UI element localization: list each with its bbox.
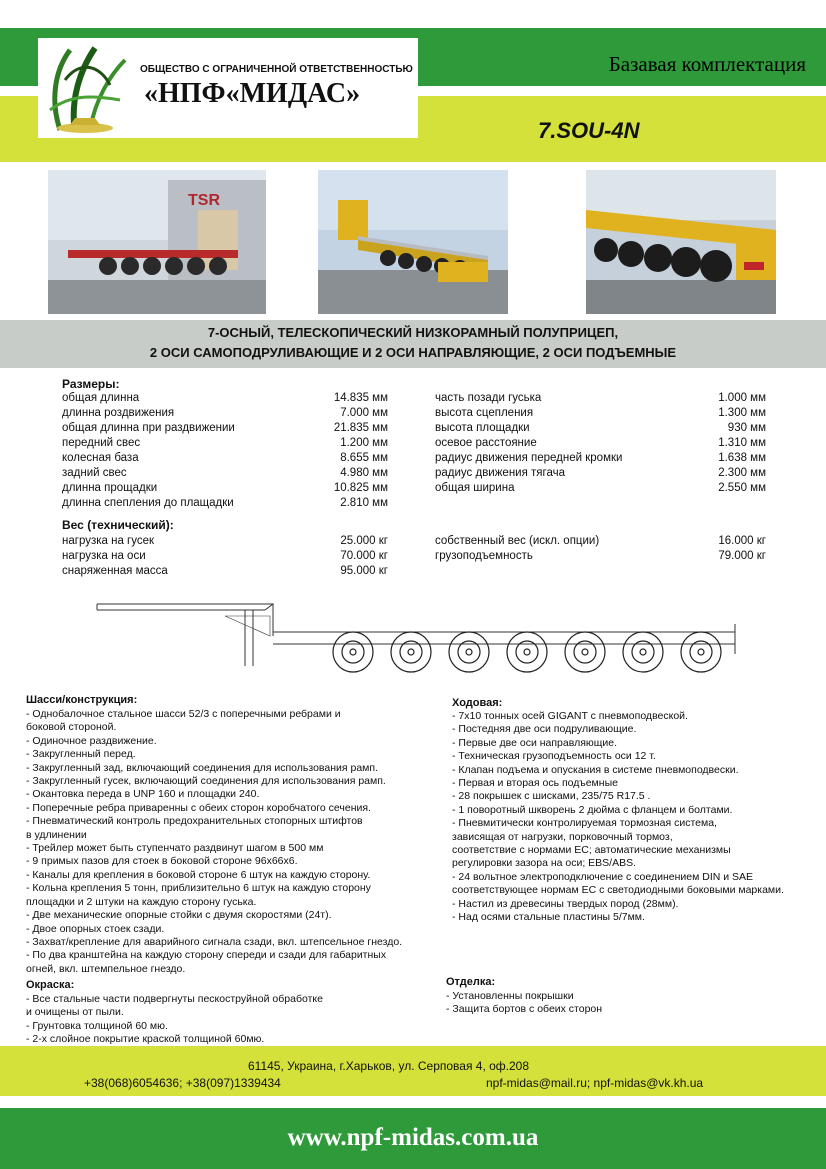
spec-value: 10.825 мм	[333, 482, 388, 494]
chassis-heading: Шасси/конструкция:	[26, 694, 138, 706]
list-item: - 2-х слойное покрытие краской толщиной 60мю.	[26, 1033, 265, 1046]
spec-label: радиус движения тягача	[435, 467, 565, 479]
company-logo-icon	[40, 40, 132, 138]
spec-label: нагрузка на гусек	[62, 535, 155, 547]
list-item: - Техническая грузоподъемность оси 12 т.	[452, 750, 656, 763]
list-item: - Две механические опорные стойки с двумя скоростями (24т).	[26, 909, 332, 922]
running-gear-list	[452, 710, 784, 925]
list-item: в удлинении	[26, 828, 87, 841]
list-item: - По два кранштейна на каждую сторону спереди и сзади для габаритных	[26, 949, 387, 962]
website-link[interactable]: www.npf-midas.com.ua	[287, 1124, 539, 1151]
footer-emails[interactable]: npf-midas@mail.ru; npf-midas@vk.kh.ua	[486, 1076, 704, 1090]
list-item: - Закругленный перед.	[26, 748, 136, 761]
list-item: - Настил из древесины твердых пород (28мм).	[452, 897, 679, 910]
spec-value: 14.835 мм	[333, 392, 388, 404]
list-item: - Первая и вторая ось подъемные	[452, 777, 618, 790]
list-item: зависящая от нагрузки, порковочный тормоз,	[452, 830, 673, 843]
spec-value: 79.000 кг	[718, 550, 766, 562]
spec-label: высота сцепления	[435, 407, 534, 419]
dimensions-heading: Размеры:	[62, 377, 120, 391]
list-item: - Окантовка переда в UNP 160 и площадки 240.	[26, 788, 260, 801]
spec-value: 1.638 мм	[718, 452, 766, 464]
spec-label: задний свес	[62, 467, 127, 479]
spec-value: 2.810 мм	[340, 497, 388, 509]
list-item: - 7х10 тонных осей GIGANT с пневмоподвеской.	[452, 710, 688, 722]
company-name: «НПФ«МИДАС»	[144, 78, 361, 109]
spec-value: 70.000 кг	[340, 550, 388, 562]
page-title: Базавая комплектация	[608, 52, 806, 76]
spec-value: 930 мм	[727, 422, 766, 434]
spec-label: собственный вес (искл. опции)	[435, 535, 600, 547]
spec-value: 1.310 мм	[718, 437, 766, 449]
chassis-list	[26, 708, 402, 976]
trailer-front-photo-icon	[318, 170, 508, 314]
list-item: - Пневмитически контролируемая тормозная система,	[452, 817, 717, 830]
list-item: огней, вкл. штемпельное гнездо.	[26, 962, 186, 975]
list-item: соответствие с нормами ЕС; автоматические механизмы	[452, 844, 731, 857]
trailer-factory-photo-icon	[48, 170, 266, 314]
list-item: - Одиночное раздвижение.	[26, 734, 157, 747]
spec-label: общая ширина	[435, 482, 515, 494]
finishing-list	[446, 990, 602, 1017]
footer-phones: +38(068)6054636; +38(097)1339434	[84, 1076, 281, 1090]
company-subtitle: ОБЩЕСТВО С ОГРАНИЧЕННОЙ ОТВЕТСТВЕННОСТЬЮ	[140, 64, 413, 75]
trailer-rear-photo-icon	[586, 170, 776, 314]
list-item: - Однобалочное стальное шасси 52/3 с поперечными ребрами и	[26, 708, 341, 720]
list-item: - Кольна крепления 5 тонн, приблизительно 6 штук на каждую сторону	[26, 882, 371, 895]
spec-value: 21.835 мм	[333, 422, 388, 434]
spec-value: 8.655 мм	[340, 452, 388, 464]
list-item: - Установленны покрышки	[446, 990, 574, 1002]
spec-label: колесная база	[62, 452, 139, 464]
list-item: - Поперечные ребра приваренны с обеих сторон коробчатого сечения.	[26, 801, 371, 814]
spec-label: общая длинна при раздвижении	[62, 422, 235, 434]
footer-white-gap	[0, 1096, 826, 1108]
list-item: регулировки зазора на оси; EBS/ABS.	[452, 857, 637, 870]
spec-value: 25.000 кг	[340, 535, 388, 547]
list-item: - Закругленный зад, включающий соединения для использования рамп.	[26, 761, 378, 774]
spec-label: нагрузка на оси	[62, 550, 146, 562]
list-item: - Трейлер может быть ступенчато раздвинут шагом в 500 мм	[26, 842, 324, 855]
trailer-drawing-icon	[95, 596, 740, 684]
list-item: - Двое опорных стоек сзади.	[26, 922, 165, 935]
list-item: - Каналы для крепления в боковой стороне 6 штук на каждую сторону.	[26, 868, 371, 881]
spec-value: 1.300 мм	[718, 407, 766, 419]
spec-label: длинна прощадки	[62, 482, 158, 494]
list-item: - Грунтовка толщиной 60 мю.	[26, 1019, 168, 1032]
list-item: - Первые две оси направляющие.	[452, 736, 618, 749]
list-item: - Клапан подъема и опускания в системе пневмоподвески.	[452, 763, 739, 776]
spec-label: осевое расстояние	[435, 437, 537, 449]
spec-label: высота площадки	[435, 422, 530, 434]
finishing-heading: Отделка:	[446, 976, 496, 988]
spec-label: длинна роздвижения	[62, 407, 175, 419]
spec-label: длинна спепления до плащадки	[62, 497, 234, 509]
list-item: - Захват/крепление для аварийного сигнала сзади, вкл. штепсельное гнездо.	[26, 935, 403, 948]
list-item: - Закругленный гусек, включающий соединения для использования рамп.	[26, 775, 386, 788]
spec-label: общая длинна	[62, 392, 140, 404]
running-gear-heading: Ходовая:	[452, 697, 503, 709]
spec-label: радиус движения передней кромки	[435, 452, 623, 464]
model-code: 7.SOU-4N	[538, 118, 640, 143]
list-item: - Над осями стальные пластины 5/7мм.	[452, 911, 645, 924]
list-item: - 1 поворотный шкворень 2 дюйма с фланцем и болтами.	[452, 803, 733, 816]
spec-label: передний свес	[62, 437, 141, 449]
list-item: - Все стальные части подвергнуты пескоструйной обработке	[26, 993, 323, 1005]
spec-value: 2.300 мм	[718, 467, 766, 479]
list-item: площадки и 2 штуки на каждую сторону гуська.	[26, 895, 257, 908]
spec-label: часть позади гуська	[435, 392, 542, 404]
spec-label: грузоподъемность	[435, 550, 533, 562]
list-item: - 28 покрышек с шисками, 235/75 R17.5 .	[452, 790, 651, 803]
spec-value: 2.550 мм	[718, 482, 766, 494]
list-item: - 9 примых пазов для стоек в боковой стороне 96х66х6.	[26, 855, 298, 868]
painting-list	[26, 993, 323, 1047]
product-title-line-2: 2 ОСИ САМОПОДРУЛИВАЮЩИЕ И 2 ОСИ НАПРАВЛЯЮЩИЕ, 2 ОСИ ПОДЪЕМНЫЕ	[149, 345, 677, 360]
weight-heading: Вес (технический):	[62, 518, 174, 532]
list-item: - Пневматический контроль предохранительных стопорных штифтов	[26, 815, 363, 828]
footer-address: 61145, Украина, г.Харьков, ул. Серповая 4, оф.208	[248, 1059, 530, 1073]
spec-value: 95.000 кг	[340, 565, 388, 577]
spec-value: 1.000 мм	[718, 392, 766, 404]
list-item: - Защита бортов с обеих сторон	[446, 1003, 603, 1016]
list-item: и очищены от пыли.	[26, 1006, 124, 1019]
spec-value: 7.000 мм	[340, 407, 388, 419]
list-item: - 24 вольтное электроподключение с соединением DIN и SAE	[452, 870, 754, 883]
list-item: соответствующее нормам ЕС с светодиодными боковыми марками.	[452, 884, 784, 897]
spec-value: 16.000 кг	[718, 535, 766, 547]
painting-heading: Окраска:	[26, 979, 75, 991]
product-title-line-1: 7-ОСНЫЙ, ТЕЛЕСКОПИЧЕСКИЙ НИЗКОРАМНЫЙ ПОЛУПРИЦЕП,	[207, 325, 619, 340]
list-item: - Постедняя две оси подруливающие.	[452, 723, 637, 736]
spec-label: снаряженная масса	[62, 565, 168, 577]
spec-value: 4.980 мм	[340, 467, 388, 479]
list-item: боковой стороной.	[26, 721, 117, 734]
spec-value: 1.200 мм	[340, 437, 388, 449]
svg-text:TSR: TSR	[188, 192, 220, 209]
